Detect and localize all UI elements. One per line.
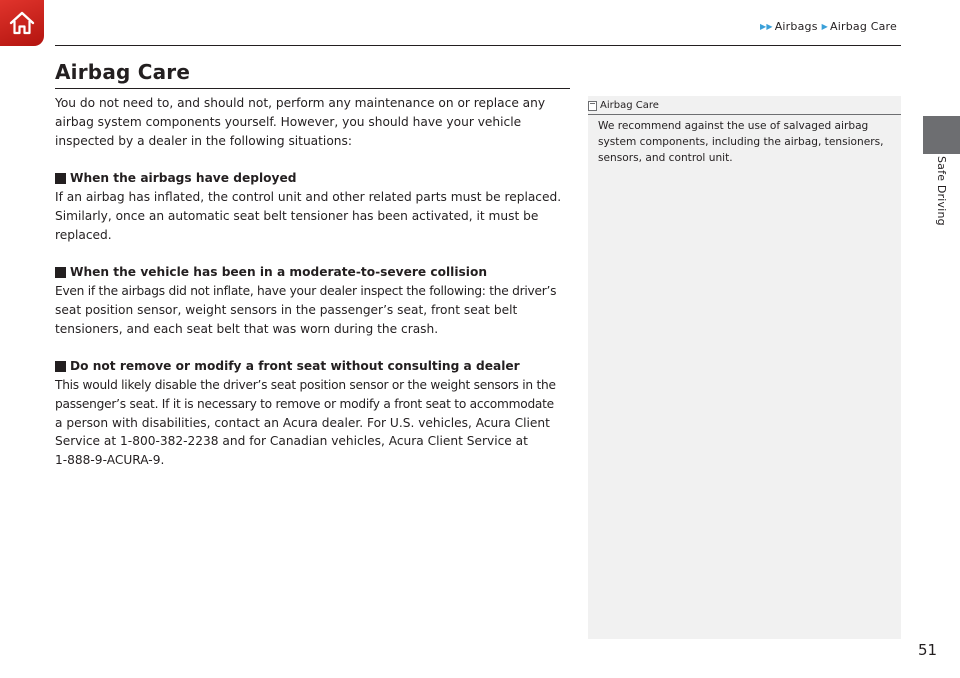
body-line: a person with disabilities, contact an Acura dealer. For U.S. vehicles, Acura Client [55, 415, 550, 430]
square-bullet-icon [55, 267, 66, 278]
body-line: Even if the airbags did not inflate, have your dealer inspect the following: the driver’s [55, 283, 557, 298]
body-line: If an airbag has inflated, the control unit and other related parts must be replaced. [55, 189, 562, 204]
body-line: Service at 1-800-382-2238 and for Canadian vehicles, Acura Client Service at [55, 434, 528, 449]
section-heading: When the vehicle has been in a moderate-to-severe collision [55, 263, 573, 282]
arrow-icon: ▶▶ [759, 22, 773, 31]
header-divider [55, 45, 901, 46]
body-line: Similarly, once an automatic seat belt tensioner has been activated, it must be [55, 208, 539, 223]
home-button[interactable] [0, 0, 44, 46]
body-line: replaced. [55, 227, 112, 242]
title-divider [55, 88, 570, 89]
body-line: tensioners, and each seat belt that was worn during the crash. [55, 321, 439, 336]
breadcrumb-item-airbags[interactable]: Airbags [774, 20, 818, 33]
body-line: 1-888-9-ACURA-9. [55, 453, 165, 468]
intro-line: airbag system components yourself. However, you should have your vehicle [55, 114, 522, 129]
chapter-tab-label[interactable]: Safe Driving [935, 156, 948, 226]
section-heading: When the airbags have deployed [55, 169, 573, 188]
square-bullet-icon [55, 361, 66, 372]
section-heading: Do not remove or modify a front seat without consulting a dealer [55, 357, 573, 376]
body-line: This would likely disable the driver’s seat position sensor or the weight sensors in the [55, 377, 556, 392]
body-line: seat position sensor, weight sensors in the passenger’s seat, front seat belt [55, 302, 518, 317]
page-title: Airbag Care [55, 60, 191, 84]
sidebar-heading: Airbag Care [588, 96, 901, 113]
breadcrumb-item-airbag-care: Airbag Care [830, 20, 897, 33]
intro-line: You do not need to, and should not, perform any maintenance on or replace any [55, 96, 546, 110]
breadcrumb [760, 20, 901, 33]
square-bullet-icon [55, 173, 66, 184]
home-icon [7, 8, 37, 38]
main-content [55, 94, 573, 470]
body-line: passenger’s seat. If it is necessary to remove or modify a front seat to accommodate [55, 396, 554, 411]
arrow-icon: ▶ [821, 22, 829, 31]
sidebar-note [588, 96, 901, 639]
sidebar-text: We recommend against the use of salvaged airbag system components, including the airbag, tensioners, sensors, and control unit. [598, 120, 884, 165]
intro-line: inspected by a dealer in the following situations: [55, 133, 352, 148]
book-icon [588, 101, 597, 111]
chapter-tab-marker[interactable] [923, 116, 960, 154]
page-number: 51 [918, 641, 938, 659]
